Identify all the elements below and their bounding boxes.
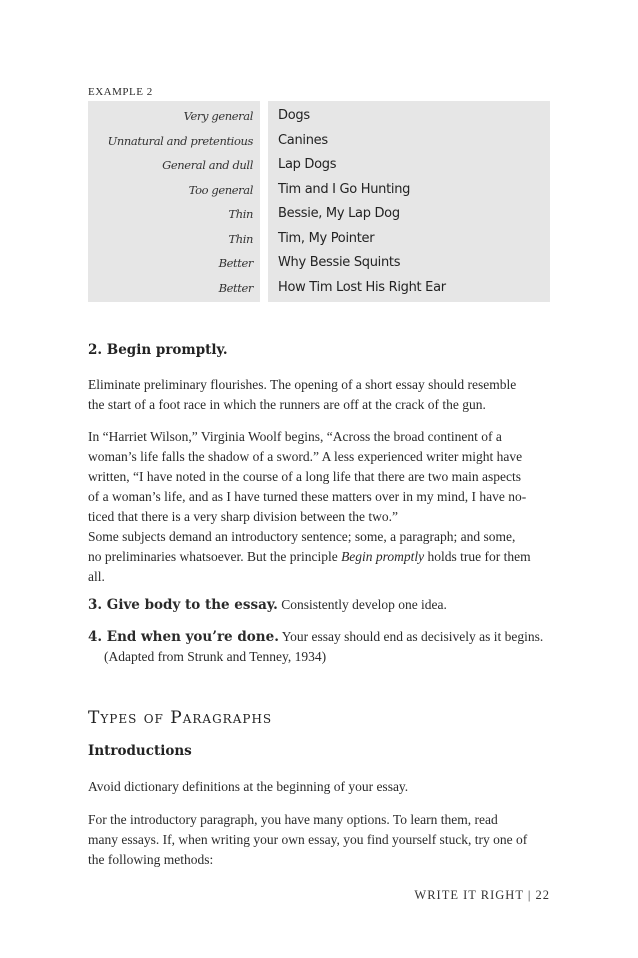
paragraph-line [88, 627, 550, 647]
begin-promptly-heading: 2. Begin promptly. [88, 342, 228, 358]
paragraph-line [88, 595, 550, 615]
example-title: Dogs [278, 108, 310, 123]
example-row [88, 152, 550, 176]
paragraph-line: all. [88, 569, 105, 584]
italic-phrase: Begin promptly [341, 549, 425, 564]
point-4-heading: 4. End when you’re done. [88, 629, 279, 645]
point-3-heading: 3. Give body to the essay. [88, 597, 278, 613]
example-title: Bessie, My Lap Dog [278, 206, 400, 221]
example-description: Better [218, 256, 253, 270]
example-label: EXAMPLE 2 [88, 86, 153, 98]
paragraph-line: Some subjects demand an introductory sentence; some, a paragraph; and some, [88, 529, 516, 544]
introductions-paragraph-2 [88, 810, 550, 870]
example-title: Tim and I Go Hunting [278, 182, 411, 197]
example-row [88, 250, 550, 274]
example-title: Lap Dogs [278, 157, 337, 172]
introductions-heading: Introductions [88, 743, 192, 759]
example-description: Better [218, 281, 253, 295]
point-3-text: Consistently develop one idea. [277, 597, 447, 612]
point-3 [88, 595, 550, 615]
example-title: Canines [278, 133, 328, 148]
text-run: no preliminaries whatsoever. But the principle [88, 549, 342, 564]
example-row [88, 275, 550, 299]
paragraph-line: Avoid dictionary definitions at the beginning of your essay. [88, 779, 409, 794]
paragraph-line: ticed that there is a very sharp division between the two.” [88, 509, 399, 524]
introductions-paragraph-1 [88, 777, 550, 797]
example-row [88, 128, 550, 152]
paragraph-line: woman’s life falls the shadow of a sword.” A less experienced writer might have [88, 449, 523, 464]
begin-promptly-paragraph-1 [88, 375, 550, 415]
woolf-example-paragraph [88, 427, 550, 527]
text-run: holds true for them [424, 549, 531, 564]
section-title: Types of Paragraphs [88, 708, 273, 728]
example-title: Why Bessie Squints [278, 255, 401, 270]
example-row [88, 226, 550, 250]
example-description: Thin [228, 207, 253, 221]
example-row [88, 201, 550, 225]
paragraph-line: Eliminate preliminary flourishes. The opening of a short essay should resemble [88, 377, 517, 392]
paragraph-line: In “Harriet Wilson,” Virginia Woolf begins, “Across the broad continent of a [88, 429, 502, 444]
paragraph-line: For the introductory paragraph, you have many options. To learn them, read [88, 812, 498, 827]
example-description: Thin [228, 232, 253, 246]
point-4 [88, 627, 550, 667]
paragraph-line: of a woman’s life, and as I have turned these matters over in my mind, I have no- [88, 489, 527, 504]
example-description: General and dull [162, 158, 253, 172]
principle-paragraph [88, 527, 550, 587]
example-title: How Tim Lost His Right Ear [278, 280, 446, 295]
paragraph-line: written, “I have noted in the course of a long life that there are two main aspects [88, 469, 521, 484]
example-title: Tim, My Pointer [278, 231, 375, 246]
example-description: Very general [183, 109, 253, 123]
page-footer: WRITE IT RIGHT | 22 [414, 888, 550, 902]
point-4-text: Your essay should end as decisively as it begins. [278, 629, 544, 644]
paragraph-line: many essays. If, when writing your own essay, you find yourself stuck, try one of [88, 832, 528, 847]
example-description: Too general [188, 183, 253, 197]
example-description: Unnatural and pretentious [107, 134, 253, 148]
example-table [88, 101, 550, 302]
example-row [88, 103, 550, 127]
citation: (Adapted from Strunk and Tenney, 1934) [104, 649, 327, 664]
example-row [88, 177, 550, 201]
paragraph-line: the following methods: [88, 852, 214, 867]
paragraph-line [88, 547, 550, 567]
paragraph-line: the start of a foot race in which the runners are off at the crack of the gun. [88, 397, 486, 412]
